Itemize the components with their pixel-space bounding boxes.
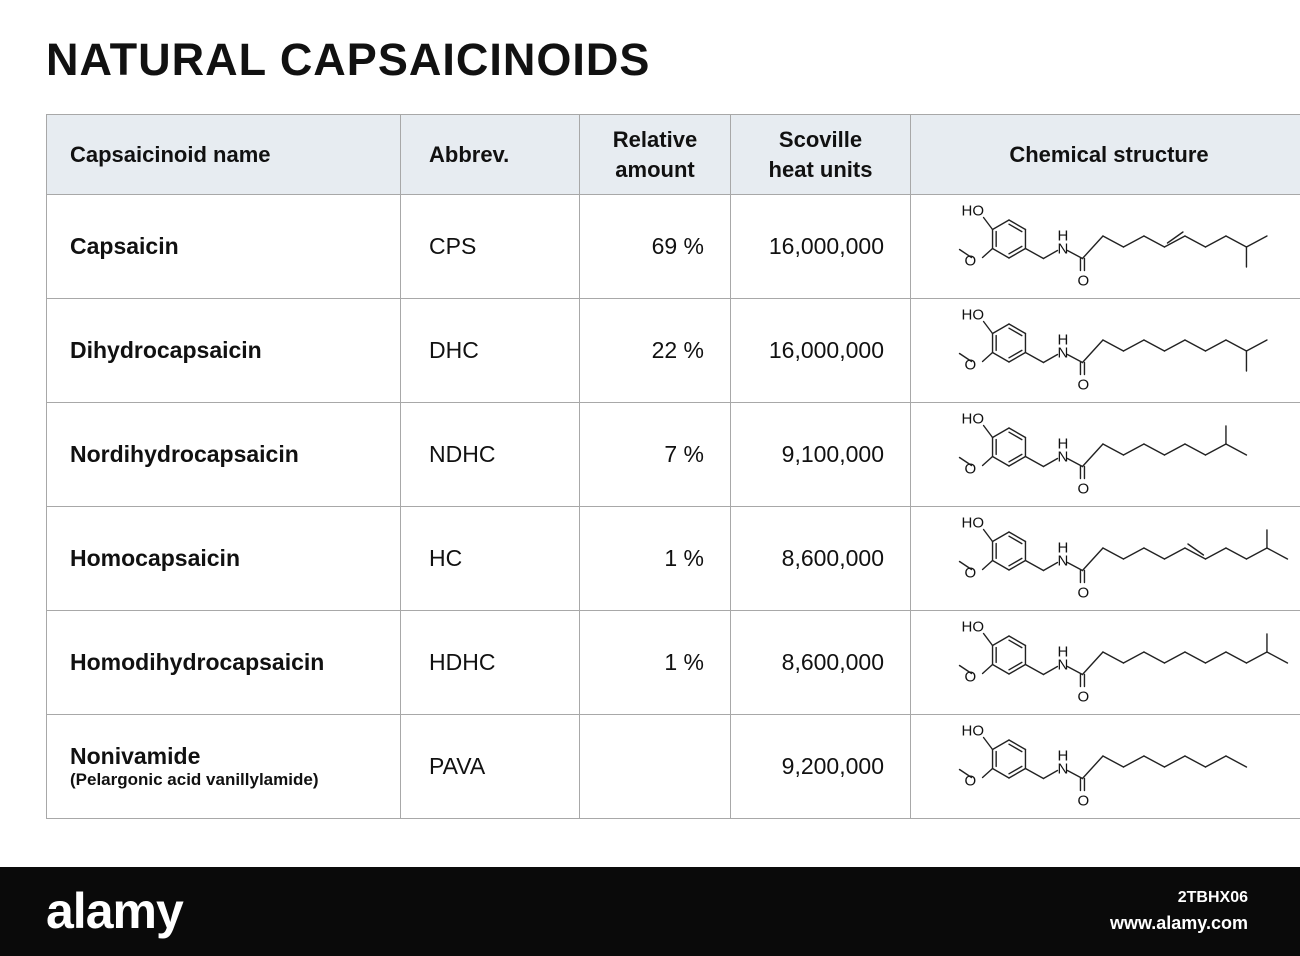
table-row: [47, 299, 1300, 403]
header-shu: [731, 115, 911, 195]
footer-url: www.alamy.com: [1109, 913, 1248, 933]
capsaicinoid-name: Homodihydrocapsaicin: [70, 649, 325, 675]
structure-diagram: [924, 511, 1294, 607]
cell-name: [47, 715, 401, 819]
cell-structure: [911, 299, 1300, 403]
structure-label-h: H: [1057, 227, 1069, 244]
structure-label-h: H: [1057, 643, 1069, 660]
cell-scoville: 8,600,000: [731, 507, 911, 611]
cell-relative-amount: 22 %: [580, 299, 731, 403]
table-body: [47, 195, 1300, 819]
structure-label-n: N: [1057, 448, 1069, 465]
cell-abbrev: NDHC: [401, 403, 580, 507]
cell-structure: [911, 507, 1300, 611]
cell-relative-amount: [580, 715, 731, 819]
capsaicinoid-name: Homocapsaicin: [70, 545, 240, 571]
structure-label-o-methoxy: O: [964, 460, 977, 477]
cell-name: [47, 403, 401, 507]
structure-label-o-carbonyl: O: [1077, 272, 1090, 289]
header-amount-line2: amount: [615, 156, 695, 182]
header-shu-line1: Scoville: [778, 126, 863, 152]
cell-name: [47, 611, 401, 715]
structure-label-o-carbonyl: O: [1077, 376, 1090, 393]
capsaicinoid-name: Dihydrocapsaicin: [70, 337, 262, 363]
cell-scoville: 8,600,000: [731, 611, 911, 715]
table-row: [47, 611, 1300, 715]
structure-label-ho: HO: [961, 202, 985, 219]
table-row: [47, 403, 1300, 507]
cell-structure: [911, 611, 1300, 715]
structure-label-n: N: [1057, 344, 1069, 361]
cell-abbrev: HC: [401, 507, 580, 611]
cell-abbrev: HDHC: [401, 611, 580, 715]
structure-diagram: [924, 407, 1294, 503]
alamy-logo: alamy: [46, 883, 183, 939]
cell-scoville: 16,000,000: [731, 299, 911, 403]
structure-label-n: N: [1057, 552, 1069, 569]
structure-label-n: N: [1057, 760, 1069, 777]
structure-label-h: H: [1057, 435, 1069, 452]
structure-label-ho: HO: [961, 618, 985, 635]
structure-label-o-methoxy: O: [964, 252, 977, 269]
cell-scoville: 9,200,000: [731, 715, 911, 819]
capsaicinoid-name: Nonivamide: [70, 743, 201, 769]
structure-diagram: [924, 615, 1294, 711]
page-title: NATURAL CAPSAICINOIDS: [46, 34, 651, 85]
cell-relative-amount: 69 %: [580, 195, 731, 299]
structure-label-o-carbonyl: O: [1077, 480, 1090, 497]
cell-structure: [911, 403, 1300, 507]
header-amount: [580, 115, 731, 195]
structure-diagram: [924, 719, 1294, 815]
cell-relative-amount: 7 %: [580, 403, 731, 507]
structure-label-o-methoxy: O: [964, 564, 977, 581]
cell-abbrev: PAVA: [401, 715, 580, 819]
image-id: 2TBHX06: [1177, 889, 1248, 906]
structure-diagram: [924, 199, 1294, 295]
header-name: Capsaicinoid name: [47, 115, 401, 195]
structure-diagram: [924, 303, 1294, 399]
capsaicinoid-table: [46, 114, 1300, 819]
structure-label-o-carbonyl: O: [1077, 792, 1090, 809]
header-amount-line1: Relative: [612, 126, 698, 152]
structure-label-o-carbonyl: O: [1077, 584, 1090, 601]
header-structure: Chemical structure: [911, 115, 1300, 195]
header-shu-line2: heat units: [768, 156, 873, 182]
footer-bar: [0, 867, 1300, 956]
table-header-row: [47, 115, 1300, 195]
cell-scoville: 16,000,000: [731, 195, 911, 299]
table-row: [47, 195, 1300, 299]
structure-label-n: N: [1057, 656, 1069, 673]
structure-label-h: H: [1057, 539, 1069, 556]
structure-label-o-methoxy: O: [964, 772, 977, 789]
capsaicinoid-name: Capsaicin: [70, 233, 179, 259]
structure-label-o-methoxy: O: [964, 356, 977, 373]
table-row: [47, 507, 1300, 611]
structure-label-n: N: [1057, 240, 1069, 257]
cell-name: [47, 195, 401, 299]
cell-scoville: 9,100,000: [731, 403, 911, 507]
structure-label-h: H: [1057, 747, 1069, 764]
structure-label-ho: HO: [961, 306, 985, 323]
structure-label-o-methoxy: O: [964, 668, 977, 685]
structure-label-ho: HO: [961, 722, 985, 739]
structure-label-ho: HO: [961, 410, 985, 427]
capsaicinoid-subtitle: (Pelargonic acid vanillylamide): [70, 770, 319, 789]
structure-label-ho: HO: [961, 514, 985, 531]
header-abbrev: Abbrev.: [401, 115, 580, 195]
cell-name: [47, 507, 401, 611]
cell-name: [47, 299, 401, 403]
cell-relative-amount: 1 %: [580, 507, 731, 611]
table-row: [47, 715, 1300, 819]
cell-abbrev: CPS: [401, 195, 580, 299]
structure-label-o-carbonyl: O: [1077, 688, 1090, 705]
structure-label-h: H: [1057, 331, 1069, 348]
cell-structure: [911, 195, 1300, 299]
cell-structure: [911, 715, 1300, 819]
capsaicinoid-name: Nordihydrocapsaicin: [70, 441, 299, 467]
cell-relative-amount: 1 %: [580, 611, 731, 715]
cell-abbrev: DHC: [401, 299, 580, 403]
